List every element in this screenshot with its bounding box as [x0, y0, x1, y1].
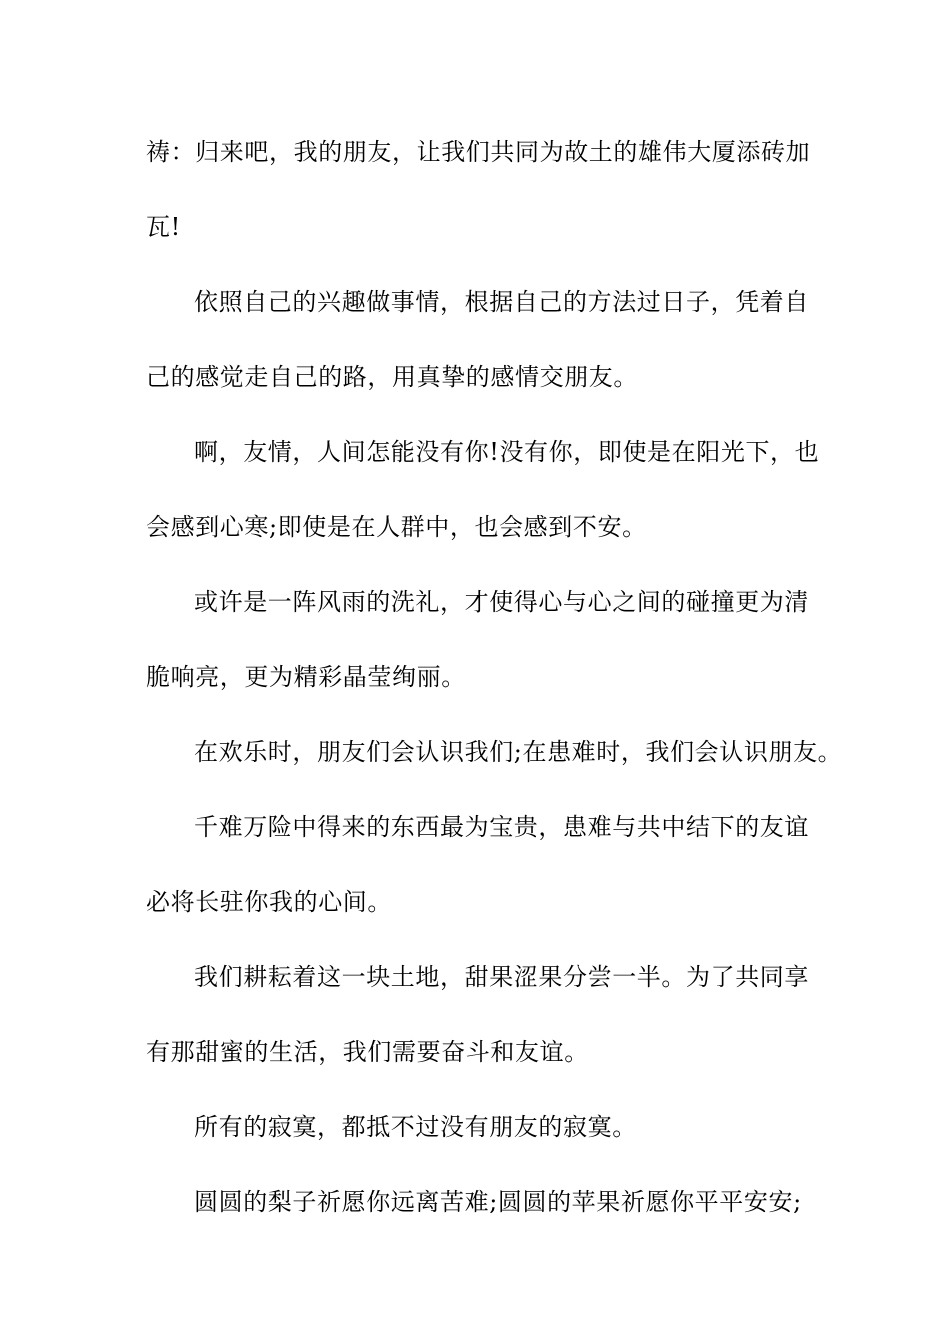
text-line: 必将长驻你我的心间。	[146, 888, 392, 916]
paragraph-first-line: 所有的寂寞，都抵不过没有朋友的寂寞。	[194, 1113, 637, 1141]
paragraph-first-line: 圆圆的梨子祈愿你远离苦难;圆圆的苹果祈愿你平平安安;	[194, 1188, 802, 1216]
paragraph-first-line: 千难万险中得来的东西最为宝贵，患难与共中结下的友谊	[194, 813, 809, 841]
text-line: 会感到心寒;即使是在人群中，也会感到不安。	[146, 513, 647, 541]
text-line: 脆响亮，更为精彩晶莹绚丽。	[146, 663, 466, 691]
text-line: 己的感觉走自己的路，用真挚的感情交朋友。	[146, 363, 638, 391]
paragraph-first-line: 啊，友情，人间怎能没有你!没有你，即使是在阳光下，也	[194, 438, 820, 466]
text-line: 瓦!	[146, 213, 181, 241]
text-line: 有那甜蜜的生活，我们需要奋斗和友谊。	[146, 1038, 589, 1066]
paragraph-first-line: 或许是一阵风雨的洗礼，才使得心与心之间的碰撞更为清	[194, 588, 809, 616]
text-line: 祷：归来吧，我的朋友，让我们共同为故土的雄伟大厦添砖加	[146, 138, 811, 166]
paragraph-first-line: 我们耕耘着这一块土地，甜果涩果分尝一半。为了共同享	[194, 963, 809, 991]
paragraph-first-line: 在欢乐时，朋友们会认识我们;在患难时，我们会认识朋友。	[194, 738, 843, 766]
paragraph-first-line: 依照自己的兴趣做事情，根据自己的方法过日子，凭着自	[194, 288, 809, 316]
